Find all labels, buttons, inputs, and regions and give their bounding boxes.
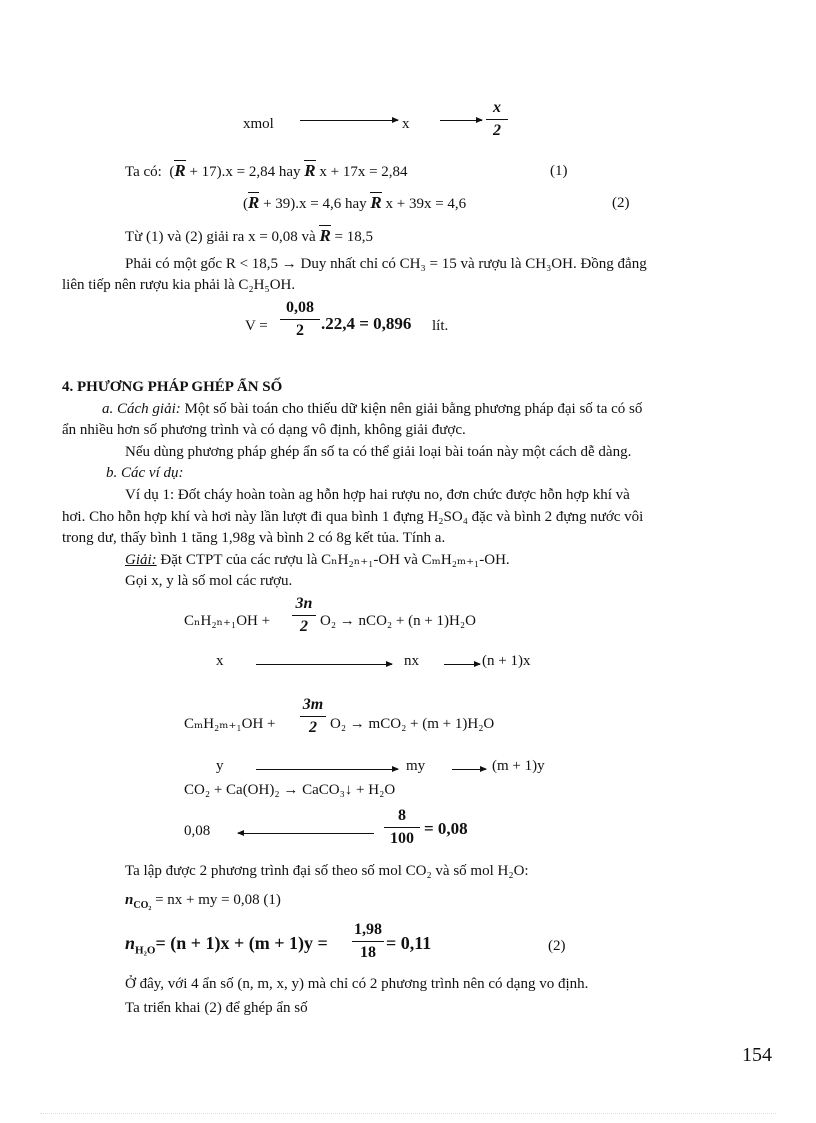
- arrow-right-icon: [300, 120, 398, 121]
- fraction-result: = 0,08: [424, 819, 468, 838]
- paragraph-line: ẩn nhiều hơn số phương trình và có dạng vô định, không giải được.: [62, 422, 466, 438]
- arrow-left-icon: [238, 833, 374, 834]
- fraction-numerator: 3n: [295, 595, 313, 612]
- volume-unit: lít.: [432, 318, 449, 334]
- equation-tag-2: (2): [612, 195, 630, 211]
- fraction-volume: [280, 298, 320, 341]
- fraction-denominator: 100: [390, 830, 414, 847]
- volume-lead: V =: [245, 318, 268, 334]
- r-bar-symbol: R: [370, 193, 382, 212]
- fraction-numerator: 1,98: [354, 921, 382, 938]
- r-bar-symbol: R: [248, 193, 260, 212]
- arrow-right-icon: [452, 769, 486, 770]
- volume-result: .22,4 = 0,896: [321, 314, 412, 333]
- paragraph-line: Ta lập được 2 phương trình đại số theo số mol CO₂ và số mol H₂O:: [125, 863, 529, 879]
- equation-h2o: $n_{H_2O}= (n + 1)x + (m + 1)y$ =: [125, 933, 328, 957]
- equation-tag-2: (2): [548, 938, 566, 954]
- arrow-right-icon: [256, 769, 398, 770]
- fraction-denominator: 2: [493, 122, 501, 139]
- fraction-3n-over-2: [292, 594, 316, 637]
- equation-2: (R + 39).x = 4,6 hay R x + 39x = 4,6: [243, 193, 467, 212]
- reaction-3: CO₂ + Ca(OH)₂ → CaCO₃↓ + H₂O: [184, 782, 396, 798]
- paragraph-line: Giải: Đặt CTPT của các rượu là CₙH₂ₙ₊₁-OH và CₘH₂ₘ₊₁-OH.: [125, 552, 510, 568]
- fraction-numerator: 0,08: [286, 299, 314, 316]
- paragraph-line: Ví dụ 1: Đốt cháy hoàn toàn ag hỗn hợp hai rượu no, đơn chức được hỗn hợp khí và: [125, 487, 630, 503]
- paragraph-line: Nếu dùng phương pháp ghép ẩn số ta có thể giải loại bài toán này một cách dễ dàng.: [125, 444, 632, 460]
- mol-last: (m + 1)y: [492, 758, 545, 774]
- fraction-denominator: 2: [309, 719, 317, 736]
- page-number: 154: [742, 1044, 772, 1066]
- fraction-x-over-2: [486, 98, 508, 141]
- reaction-2-left: CₘH₂ₘ₊₁OH +: [184, 716, 276, 732]
- paragraph-line: trong dư, thấy bình 1 tăng 1,98g và bình 2 có 8g kết tủa. Tính a.: [62, 530, 446, 546]
- r-bar-symbol: R: [174, 161, 186, 180]
- mol-xmol: xmol: [243, 116, 274, 132]
- fraction-3m-over-2: [300, 695, 326, 738]
- reaction-1-left: CₙH₂ₙ₊₁OH +: [184, 613, 271, 629]
- paragraph-line: hơi. Cho hỗn hợp khí và hơi này lần lượt đi qua bình 1 đựng H₂SO₄ đặc và bình 2 đựng nước vôi: [62, 509, 644, 525]
- mol-last: (n + 1)x: [482, 653, 531, 669]
- equation-co2: $n_{CO_2}$ = nx + my = 0,08 (1): [125, 892, 281, 911]
- arrow-right-icon: [256, 664, 392, 665]
- fraction-numerator: 3m: [302, 696, 324, 713]
- reaction-2-right: O₂ → mCO₂ + (m + 1)H₂O: [330, 716, 495, 732]
- arrow-right-icon: [440, 120, 482, 121]
- solve-line: Từ (1) và (2) giải ra x = 0,08 và R = 18,5: [125, 226, 374, 245]
- fraction-8-over-100: [384, 806, 420, 849]
- mol-x: x: [216, 653, 224, 669]
- mol-left: 0,08: [184, 823, 211, 839]
- equation-tag-1: (1): [550, 163, 568, 179]
- fraction-denominator: 18: [360, 944, 376, 961]
- mol-x: x: [402, 116, 410, 132]
- r-bar-symbol: R: [304, 161, 316, 180]
- mol-my: my: [406, 758, 426, 774]
- fraction-denominator: 2: [296, 322, 304, 339]
- equation-1: Ta có: (R + 17).x = 2,84 hay R x + 17x = 2,84: [125, 161, 408, 180]
- footer-divider: [40, 1113, 776, 1114]
- subsection-label: b. Các ví dụ:: [106, 465, 184, 481]
- mol-nx: nx: [404, 653, 419, 669]
- paragraph-line: Gọi x, y là số mol các rượu.: [125, 573, 293, 589]
- paragraph-line: a. Cách giải: Một số bài toán cho thiếu dữ kiện nên giải bằng phương pháp đại số ta có số: [102, 401, 643, 417]
- reaction-1-right: O₂ → nCO₂ + (n + 1)H₂O: [320, 613, 476, 629]
- fraction-denominator: 2: [300, 618, 308, 635]
- paragraph-line: liên tiếp nên rượu kia phải là C₂H₅OH.: [62, 277, 296, 293]
- fraction-numerator: 8: [398, 807, 406, 824]
- paragraph-line: Ở đây, với 4 ẩn số (n, m, x, y) mà chỉ có 2 phương trình nên có dạng vo định.: [125, 976, 589, 992]
- h2o-result: = 0,11: [386, 933, 432, 953]
- section-title: 4. PHƯƠNG PHÁP GHÉP ẨN SỐ: [62, 379, 283, 395]
- r-bar-symbol: R: [319, 226, 331, 245]
- paragraph-line: Ta triển khai (2) để ghép ẩn số: [125, 1000, 308, 1016]
- paragraph-line: Phải có một gốc R < 18,5 → Duy nhất chỉ có CH₃ = 15 và rượu là CH₃OH. Đồng đẳng: [125, 256, 647, 272]
- mol-y: y: [216, 758, 224, 774]
- fraction-numerator: x: [493, 99, 501, 116]
- fraction-198-over-18: [352, 920, 384, 963]
- arrow-right-icon: [444, 664, 480, 665]
